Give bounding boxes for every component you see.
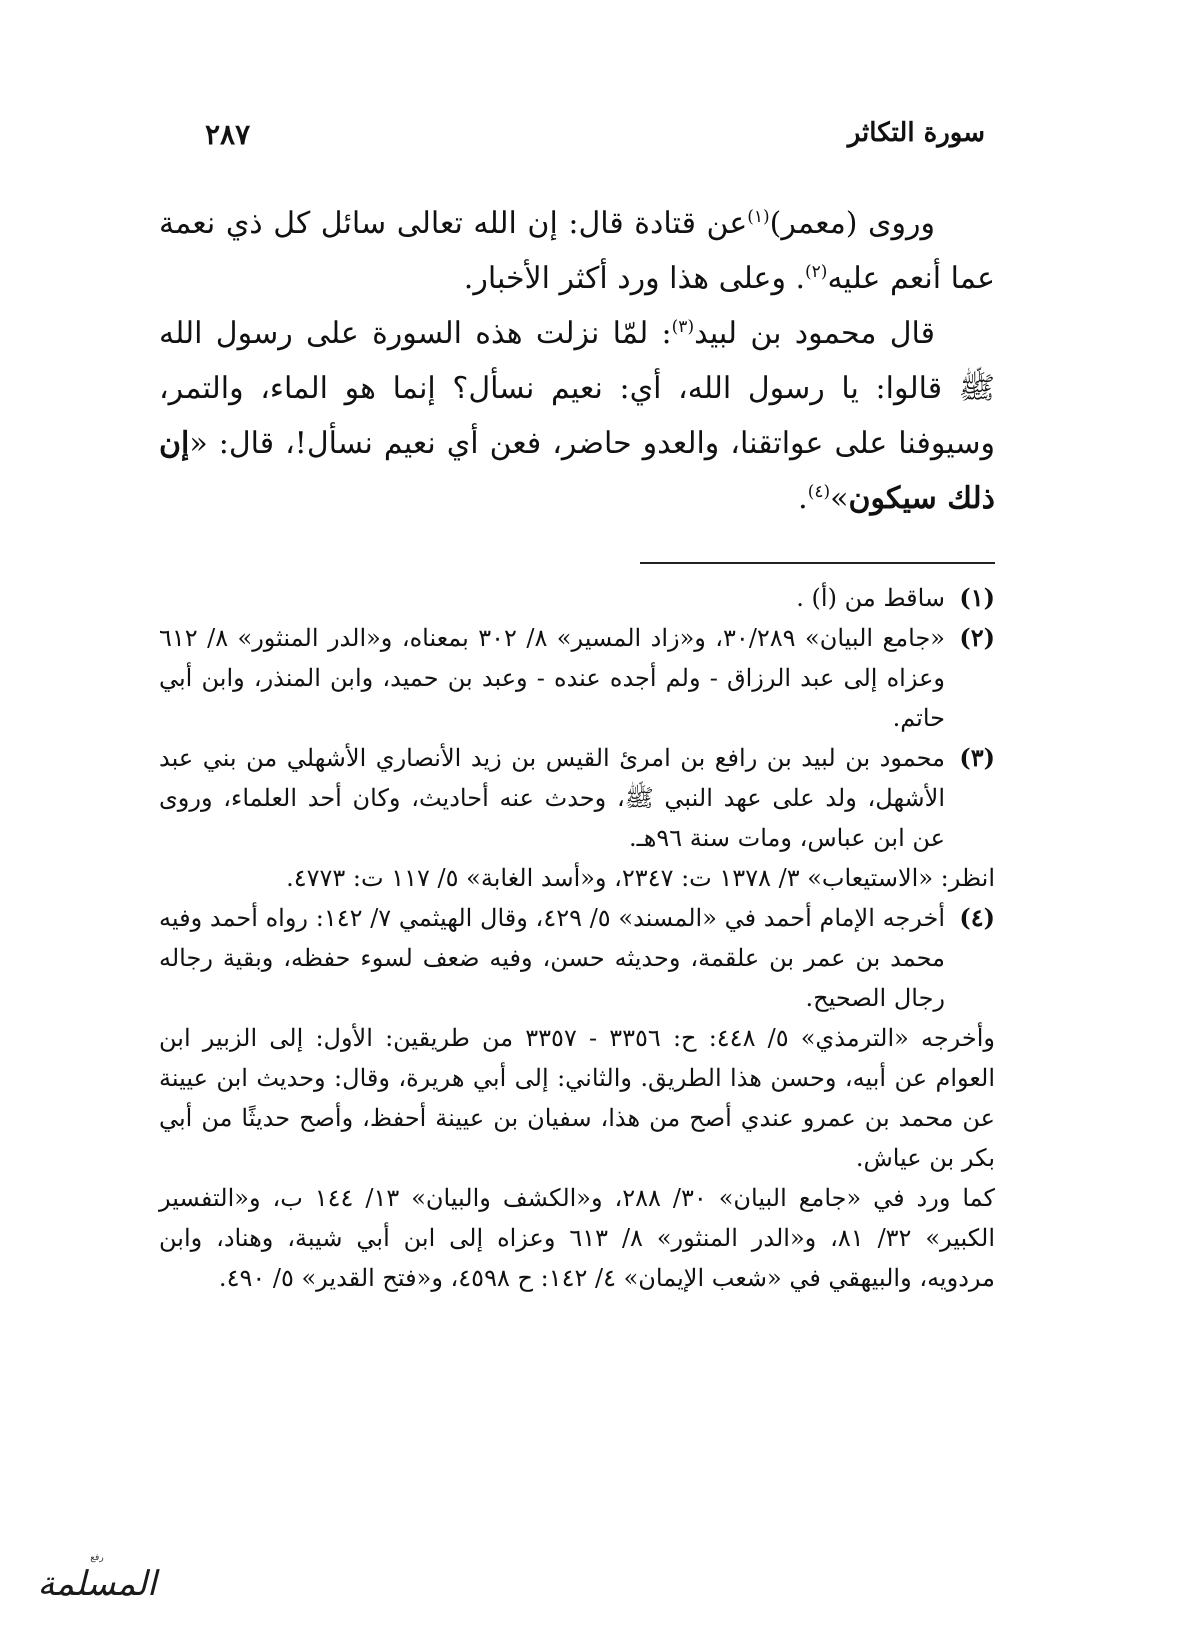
- footnote-4: [159, 898, 995, 1018]
- surah-title: سورة التكاثر: [847, 118, 985, 148]
- paragraph-2-start: قال محمود بن لبيد: [694, 316, 936, 351]
- footnote-3: [159, 738, 995, 858]
- publisher-seal: [22, 1552, 172, 1612]
- footnote-ref-2[interactable]: (٢): [805, 262, 828, 282]
- paragraph-2: [159, 306, 995, 526]
- footnote-ref-3[interactable]: (٣): [671, 317, 695, 337]
- footnote-2: [159, 618, 995, 738]
- seal-subtext: رفع: [90, 1553, 104, 1563]
- footnote-1: [159, 578, 995, 618]
- footnote-separator: [640, 562, 995, 564]
- hadith-quote: إن ذلك سيكون: [159, 426, 995, 516]
- footnote-text-4: أخرجه الإمام أحمد في «المسند» ٥/ ٤٢٩، وقال الهيثمي ٧/ ١٤٢: رواه أحمد وفيه محمد بن عمر بن علقمة، وحديثه حسن، وفيه ضعف لسوء حفظه، وبقية رجاله رجال الصحيح.: [159, 904, 946, 1012]
- footnote-4-continuation-1: وأخرجه «الترمذي» ٥/ ٤٤٨: ح: ٣٣٥٦ - ٣٣٥٧ من طريقين: الأول: إلى الزبير ابن العوام عن أبيه، وحسن هذا الطريق. والثاني: إلى أبي هريرة، وقال: وحديث ابن عيينة عن محمد بن عمرو عندي أصح من هذا، سفيان بن عيينة أحفظ، وأصح حديثًا من أبي بكر بن عياش.: [159, 1024, 996, 1172]
- paragraph-2-end: .: [798, 481, 808, 516]
- paragraph-1-end: . وعلى هذا ورد أكثر الأخبار.: [463, 261, 806, 296]
- footnote-3-continuation: انظر: «الاستيعاب» ٣/ ١٣٧٨ ت: ٢٣٤٧، و«أسد الغابة» ٥/ ١١٧ ت: ٤٧٧٣.: [286, 864, 995, 892]
- footnote-number-2: (٢): [959, 623, 995, 652]
- seal-logo-text: المسلمة: [37, 1564, 157, 1604]
- main-text: [159, 196, 995, 526]
- footnote-text-3: محمود بن لبيد بن رافع بن امرئ القيس بن زيد الأنصاري الأشهلي من بني عبد الأشهل، ولد على عهد النبي ﷺ، وحدث عنه أحاديث، وكان أحد العلماء، وروى عن ابن عباس، ومات سنة ٩٦هـ.: [159, 744, 945, 852]
- footnote-4-continuation-2: كما ورد في «جامع البيان» ٣٠/ ٢٨٨، و«الكشف والبيان» ١٣/ ١٤٤ ب، و«التفسير الكبير» ٣٢/ ٨١، و«الدر المنثور» ٨/ ٦١٣ وعزاه إلى ابن أبي شيبة، وهناد، وابن مردويه، والبيهقي في «شعب الإيمان» ٤/ ١٤٢: ح ٤٥٩٨، و«فتح القدير» ٥/ ٤٩٠.: [159, 1184, 995, 1292]
- footnote-ref-1[interactable]: (١): [747, 207, 770, 227]
- quote-close: »: [830, 481, 849, 516]
- footnotes: [159, 578, 995, 1298]
- page-number: ٢٨٧: [205, 118, 251, 151]
- footnote-ref-4[interactable]: (٤): [807, 482, 831, 502]
- footnote-number-4: (٤): [959, 903, 995, 932]
- paragraph-2-middle: : لمّا نزلت هذه السورة على رسول الله ﷺ قالوا: يا رسول الله، أي: نعيم نسأل؟ إنما هو الماء، والتمر، وسيوفنا على عواتقنا، والعدو حاضر، فعن أي نعيم نسأل!، قال: «: [159, 316, 995, 461]
- page-header: [205, 118, 985, 162]
- paragraph-1-middle: عن قتادة قال: إن الله تعالى سائل كل ذي نعمة عما أنعم عليه: [159, 206, 995, 296]
- paragraph-1: [159, 196, 995, 306]
- footnote-text-1: ساقط من (أ) .: [796, 584, 945, 612]
- paragraph-1-start: وروى (معمر): [769, 206, 935, 241]
- footnote-number-3: (٣): [959, 743, 995, 772]
- footnote-number-1: (١): [959, 583, 995, 612]
- footnote-text-2: «جامع البيان» ٣٠/٢٨٩، و«زاد المسير» ٨/ ٣٠٢ بمعناه، و«الدر المنثور» ٨/ ٦١٢ وعزاه إلى عبد الرزاق - ولم أجده عنده - وعبد بن حميد، وابن المنذر، وابن أبي حاتم.: [159, 624, 945, 732]
